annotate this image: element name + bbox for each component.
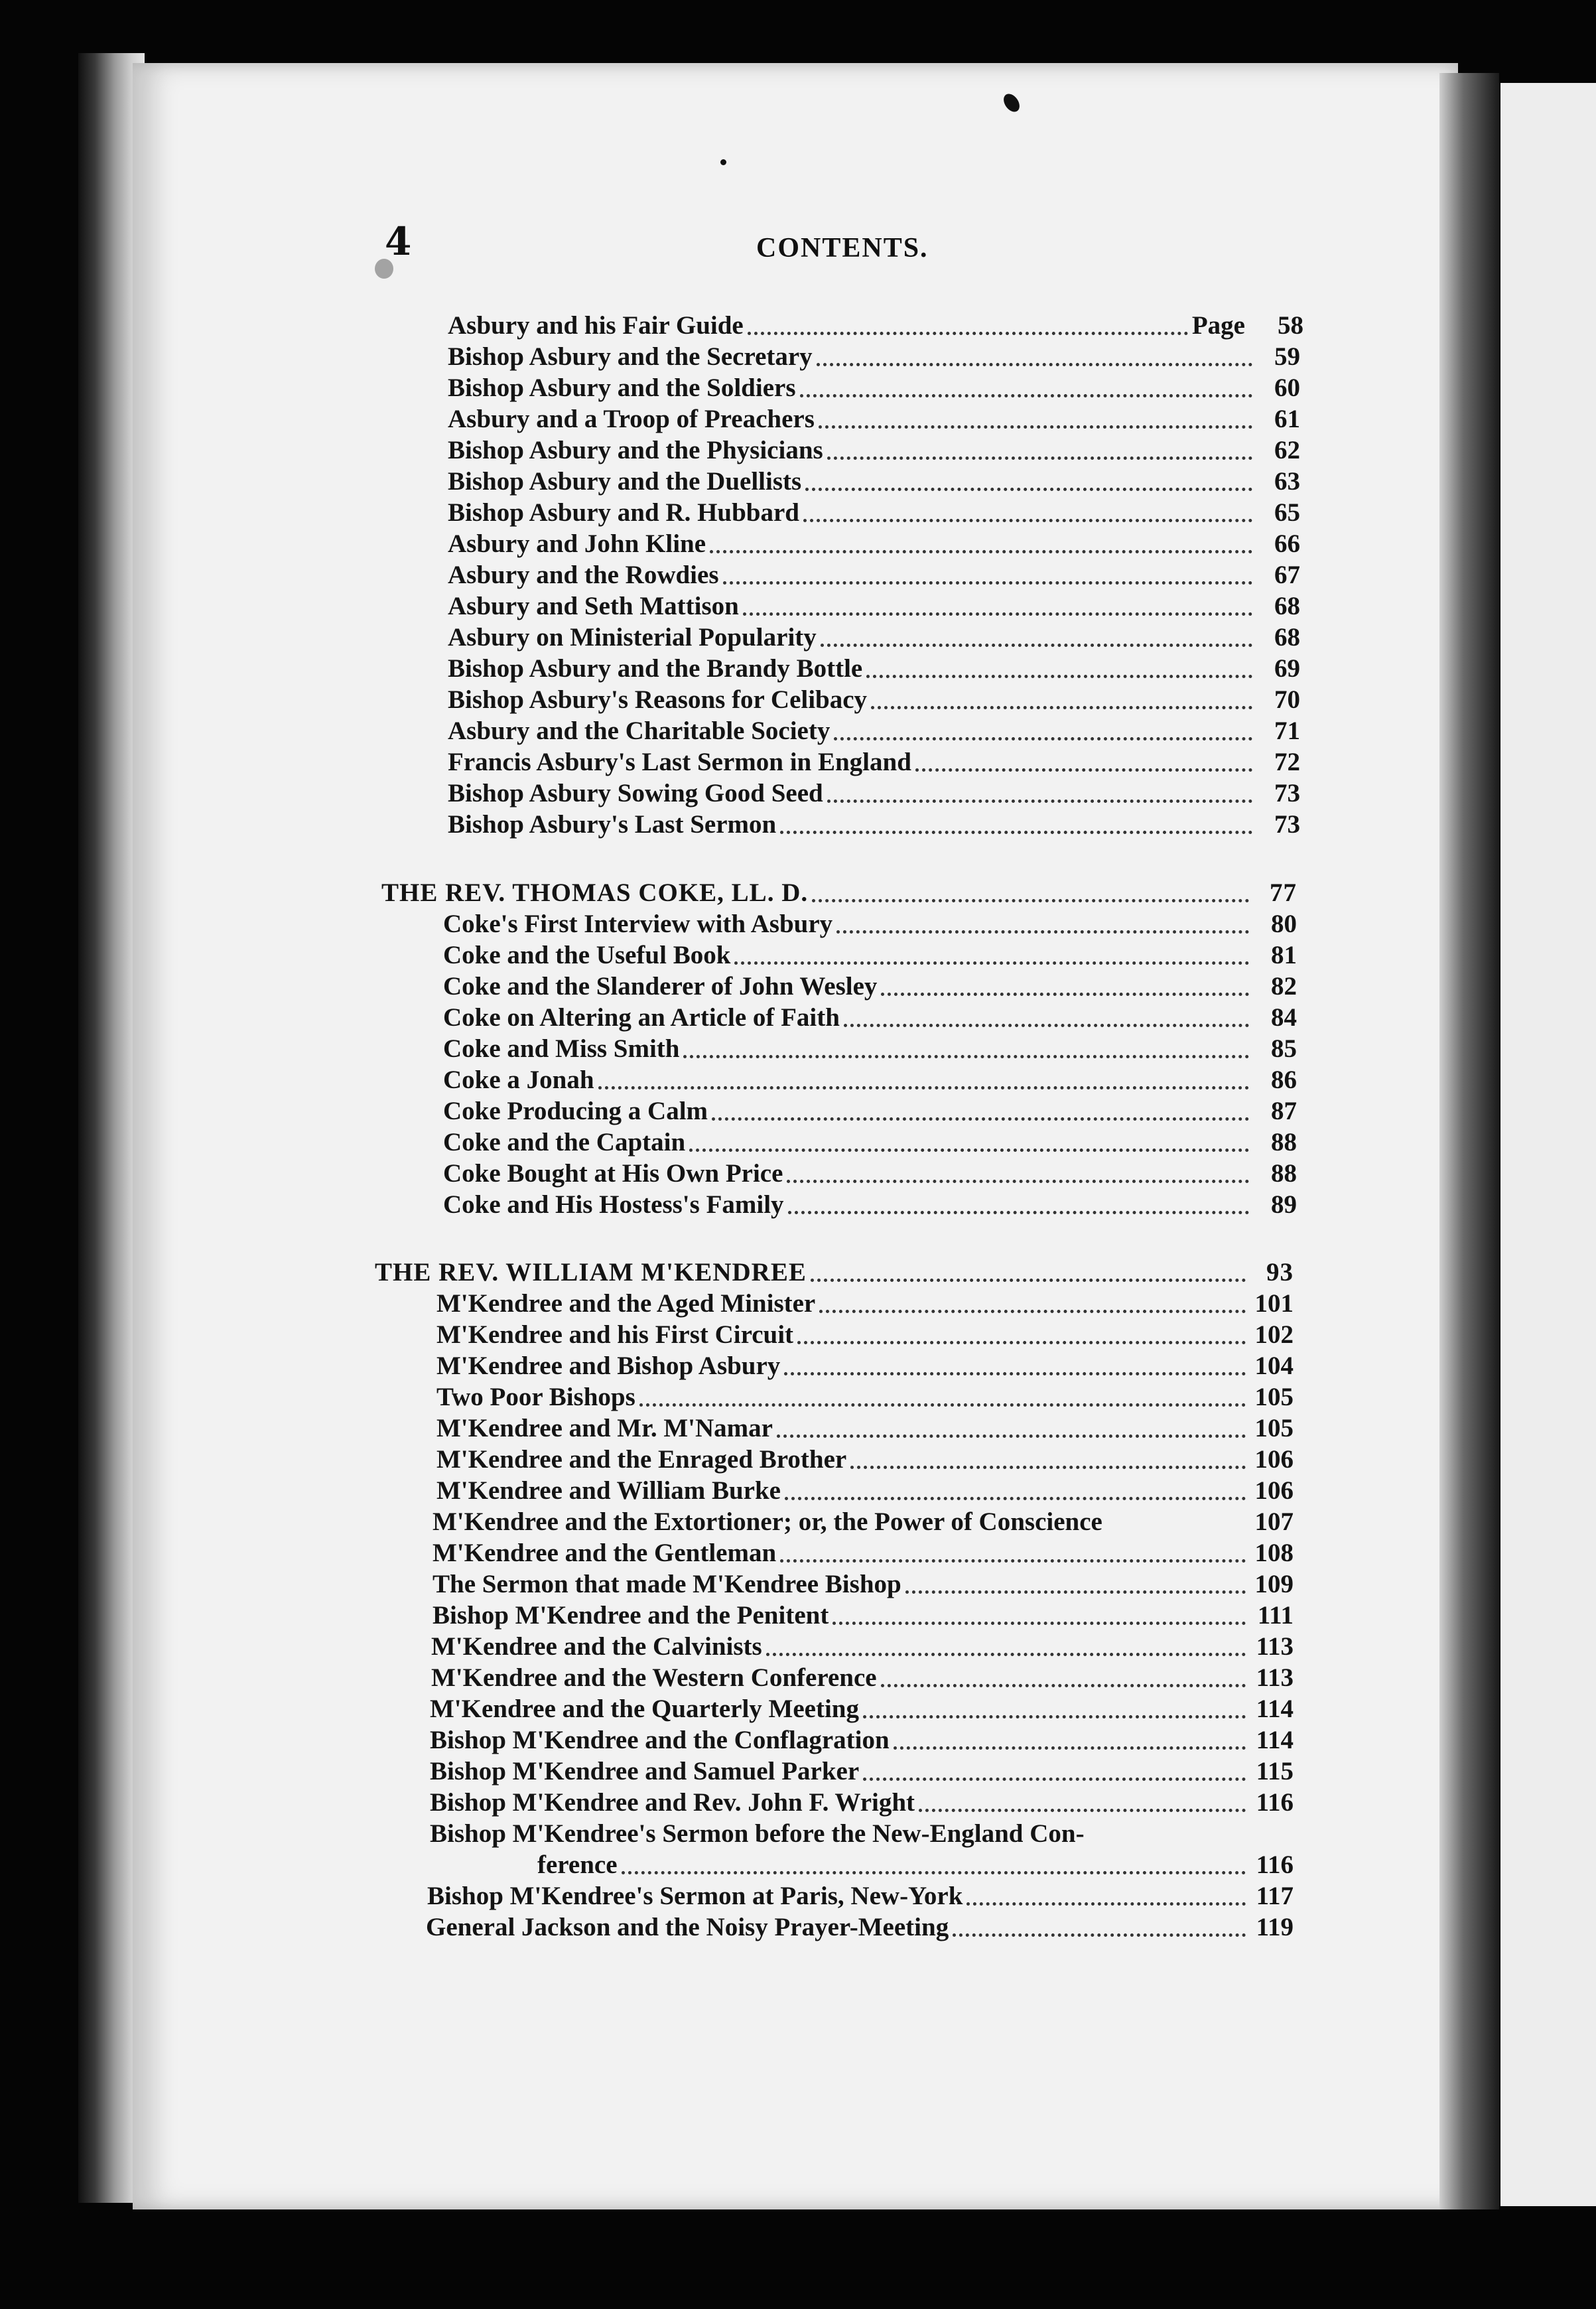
toc-entry-title: General Jackson and the Noisy Prayer-Meeting	[426, 1913, 949, 1941]
toc-entry	[443, 1127, 1297, 1158]
dot-leader	[866, 675, 1252, 678]
dot-leader	[832, 1622, 1246, 1625]
dot-leader	[844, 1024, 1249, 1027]
toc-entry-title: Coke and His Hostess's Family	[443, 1190, 784, 1219]
dot-leader	[785, 1497, 1246, 1500]
toc-entry-title: M'Kendree and the Calvinists	[431, 1632, 762, 1661]
toc-page-number: 82	[1271, 972, 1297, 1001]
toc-page-number: 116	[1256, 1788, 1294, 1817]
toc-entry	[448, 716, 1300, 746]
toc-page-number: 115	[1256, 1757, 1294, 1785]
toc-page-number: 62	[1274, 436, 1300, 464]
running-head: CONTENTS.	[756, 233, 929, 263]
toc-entry	[431, 1632, 1294, 1662]
toc-page-number: 69	[1274, 654, 1300, 683]
toc-entry-title: Coke a Jonah	[443, 1066, 594, 1094]
toc-entry-title: Asbury on Ministerial Popularity	[448, 623, 817, 652]
dot-leader	[827, 800, 1252, 803]
toc-entry	[448, 747, 1300, 778]
dot-leader	[734, 961, 1249, 965]
dot-leader	[622, 1871, 1246, 1874]
dot-leader	[881, 993, 1249, 996]
toc-entry	[448, 560, 1300, 591]
toc-page-number: 61	[1274, 405, 1300, 433]
toc-page-number: 72	[1274, 748, 1300, 776]
toc-entry-title: M'Kendree and the Quarterly Meeting	[430, 1695, 859, 1723]
toc-page-number: 63	[1274, 467, 1300, 496]
toc-entry	[430, 1725, 1294, 1756]
dot-leader	[805, 488, 1252, 491]
dot-leader	[784, 1372, 1246, 1375]
toc-entry-title: Bishop Asbury and the Secretary	[448, 342, 813, 371]
toc-page-number: 88	[1271, 1159, 1297, 1188]
toc-page-number: 107	[1254, 1507, 1294, 1536]
toc-entry-title: M'Kendree and the Enraged Brother	[436, 1445, 847, 1474]
toc-entry-title: Bishop Asbury and the Soldiers	[448, 374, 796, 402]
dot-leader	[953, 1933, 1246, 1937]
toc-entry	[436, 1476, 1294, 1506]
toc-entry	[430, 1787, 1294, 1818]
toc-page-number: 104	[1254, 1352, 1294, 1380]
toc-page-number: 119	[1256, 1913, 1294, 1941]
toc-entry	[430, 1756, 1294, 1787]
dot-leader	[800, 394, 1252, 397]
toc-entry	[443, 971, 1297, 1002]
dot-leader	[850, 1466, 1246, 1469]
toc-entry-title: Coke's First Interview with Asbury	[443, 910, 833, 938]
toc-page-number: 113	[1256, 1632, 1294, 1661]
toc-entry-title: Bishop M'Kendree and Samuel Parker	[430, 1757, 860, 1785]
toc-entry	[448, 622, 1300, 653]
toc-entry	[448, 373, 1300, 403]
toc-page-number: 106	[1254, 1445, 1294, 1474]
toc-entry	[448, 342, 1300, 372]
toc-page-number: 67	[1274, 561, 1300, 589]
toc-page-number: 77	[1270, 878, 1297, 907]
toc-entry	[448, 685, 1300, 715]
toc-entry	[443, 1096, 1297, 1127]
dot-leader	[819, 425, 1252, 429]
dot-leader	[787, 1180, 1249, 1183]
toc-entry-title: ference	[537, 1851, 618, 1879]
toc-page-number: 73	[1274, 810, 1300, 839]
toc-entry-title: M'Kendree and the Gentleman	[432, 1539, 777, 1567]
toc-entry	[436, 1413, 1294, 1444]
toc-page-number: 68	[1274, 592, 1300, 620]
toc-entry-title: M'Kendree and Bishop Asbury	[436, 1352, 781, 1380]
toc-entry	[448, 466, 1300, 497]
toc-entry-title: Bishop Asbury and R. Hubbard	[448, 498, 799, 527]
dot-leader	[811, 1279, 1246, 1282]
toc-entry-title: Asbury and John Kline	[448, 529, 706, 558]
toc-entry-title: Asbury and a Troop of Preachers	[448, 405, 815, 433]
toc-entry-title: Coke and the Useful Book	[443, 941, 731, 969]
toc-entry	[436, 1289, 1294, 1319]
toc-page-number: 117	[1256, 1882, 1294, 1910]
toc-entry-title: Bishop Asbury's Reasons for Celibacy	[448, 685, 868, 714]
toc-entry-title: THE REV. THOMAS COKE, LL. D.	[381, 878, 809, 907]
toc-entry-title: Asbury and the Charitable Society	[448, 717, 831, 745]
dot-leader	[683, 1055, 1249, 1058]
toc-entry	[432, 1569, 1294, 1600]
toc-entry	[448, 435, 1300, 466]
toc-entry	[436, 1351, 1294, 1381]
toc-entry-title: M'Kendree and William Burke	[436, 1476, 781, 1505]
dot-leader	[803, 519, 1252, 522]
toc-entry-title: Coke Producing a Calm	[443, 1097, 708, 1125]
toc-entry	[448, 778, 1300, 809]
toc-page-number: 68	[1274, 623, 1300, 652]
toc-page-number: 58	[1278, 311, 1303, 340]
toc-entry	[448, 591, 1300, 622]
page-number: 4	[385, 219, 412, 264]
toc-entry-title: Asbury and the Rowdies	[448, 561, 719, 589]
dot-leader	[748, 332, 1188, 335]
toc-entry	[427, 1881, 1294, 1912]
toc-entry-title: Francis Asbury's Last Sermon in England	[448, 748, 911, 776]
toc-entry-title: Bishop Asbury's Last Sermon	[448, 810, 777, 839]
toc-entry-title: Coke on Altering an Article of Faith	[443, 1003, 840, 1032]
toc-entry-title: Coke and Miss Smith	[443, 1034, 680, 1063]
toc-page-number: 108	[1254, 1539, 1294, 1567]
toc-page-number: 66	[1274, 529, 1300, 558]
toc-entry	[431, 1663, 1294, 1693]
dot-leader	[639, 1403, 1246, 1407]
toc-entry-title: M'Kendree and Mr. M'Namar	[436, 1414, 773, 1442]
toc-entry-title: M'Kendree and his First Circuit	[436, 1320, 794, 1349]
dot-leader	[966, 1902, 1246, 1906]
dot-leader	[894, 1746, 1246, 1750]
toc-entry-title: The Sermon that made M'Kendree Bishop	[432, 1570, 901, 1598]
dot-leader	[827, 456, 1252, 460]
dot-leader	[863, 1715, 1246, 1718]
toc-page-number: 70	[1274, 685, 1300, 714]
toc-page-number: 111	[1257, 1601, 1294, 1630]
toc-entry-title: Coke Bought at His Own Price	[443, 1159, 783, 1188]
toc-entry	[448, 498, 1300, 528]
toc-entry	[448, 404, 1300, 435]
toc-entry	[436, 1382, 1294, 1413]
toc-entry	[443, 940, 1297, 971]
dot-leader	[780, 831, 1252, 834]
toc-entry	[443, 1003, 1297, 1033]
toc-page-number: 114	[1256, 1695, 1294, 1723]
toc-entry	[537, 1850, 1294, 1880]
toc-entry	[436, 1320, 1294, 1350]
toc-entry	[443, 909, 1297, 940]
toc-entry	[448, 529, 1300, 559]
toc-entry-title: Bishop Asbury and the Brandy Bottle	[448, 654, 863, 683]
toc-entry-title: Bishop Asbury and the Duellists	[448, 467, 802, 496]
dot-leader	[817, 363, 1252, 366]
toc-entry-title: Coke and the Captain	[443, 1128, 686, 1156]
dot-leader	[766, 1653, 1246, 1656]
toc-entry-title: Bishop Asbury and the Physicians	[448, 436, 823, 464]
dot-leader	[710, 550, 1252, 553]
toc-page-number: 89	[1271, 1190, 1297, 1219]
toc-entry-title: Bishop M'Kendree's Sermon at Paris, New-York	[427, 1882, 963, 1910]
dot-leader	[836, 930, 1249, 934]
toc-entry-title: M'Kendree and the Extortioner; or, the Power of Conscience	[432, 1507, 1102, 1536]
toc-page-number: 60	[1274, 374, 1300, 402]
toc-page-number: 114	[1256, 1726, 1294, 1754]
toc-entry-title: Bishop M'Kendree's Sermon before the New-England Con-	[430, 1819, 1085, 1848]
toc-page-number: 106	[1254, 1476, 1294, 1505]
dot-leader	[788, 1211, 1249, 1214]
toc-page-number: 84	[1271, 1003, 1297, 1032]
dot-leader	[871, 706, 1252, 709]
toc-section-heading	[375, 1257, 1294, 1288]
dot-leader	[863, 1778, 1246, 1781]
toc-entry-title: Bishop Asbury Sowing Good Seed	[448, 779, 823, 807]
toc-entry	[443, 1065, 1297, 1095]
toc-page-number: 65	[1274, 498, 1300, 527]
toc-entry-title: Asbury and his Fair Guide	[448, 311, 744, 340]
dot-leader	[812, 899, 1249, 902]
toc-page-number: 88	[1271, 1128, 1297, 1156]
dot-leader	[881, 1684, 1246, 1687]
toc-entry-title: Bishop M'Kendree and the Penitent	[432, 1601, 829, 1630]
dot-leader	[915, 768, 1252, 772]
toc-entry-title: Bishop M'Kendree and Rev. John F. Wright	[430, 1788, 915, 1817]
toc-page-number: 102	[1254, 1320, 1294, 1349]
toc-entry	[448, 654, 1300, 684]
toc-page-number: 59	[1274, 342, 1300, 371]
toc-entry	[436, 1444, 1294, 1475]
toc-page-number: 73	[1274, 779, 1300, 807]
toc-page-number: 109	[1254, 1570, 1294, 1598]
dot-leader	[834, 737, 1252, 740]
toc-page-number: 105	[1254, 1414, 1294, 1442]
toc-page-number: 105	[1254, 1383, 1294, 1411]
toc-entry	[432, 1507, 1294, 1537]
toc-page-number: 101	[1254, 1289, 1294, 1318]
toc-entry	[432, 1538, 1294, 1569]
toc-page-number: 87	[1271, 1097, 1297, 1125]
dot-leader	[919, 1809, 1246, 1812]
toc-page-number: 93	[1266, 1258, 1294, 1287]
dot-leader	[797, 1341, 1246, 1344]
toc-entry	[448, 311, 1303, 341]
dot-leader	[598, 1086, 1249, 1089]
toc-entry-title: Coke and the Slanderer of John Wesley	[443, 972, 878, 1001]
toc-entry	[432, 1600, 1294, 1631]
toc-page-number: 113	[1256, 1663, 1294, 1692]
toc-entry	[430, 1819, 1294, 1849]
dot-leader	[777, 1434, 1246, 1438]
toc-entry-title: Asbury and Seth Mattison	[448, 592, 739, 620]
toc-page-number: 85	[1271, 1034, 1297, 1063]
dot-leader	[723, 581, 1253, 585]
toc-section-heading	[381, 878, 1297, 908]
toc-entry-title: Two Poor Bishops	[436, 1383, 635, 1411]
dot-leader	[819, 1310, 1246, 1313]
toc-entry-title: M'Kendree and the Aged Minister	[436, 1289, 816, 1318]
toc-entry	[448, 809, 1300, 840]
toc-page-number: 81	[1271, 941, 1297, 969]
dot-leader	[905, 1590, 1246, 1594]
toc-entry	[426, 1912, 1294, 1943]
dot-leader	[689, 1149, 1249, 1152]
toc-page-number: 71	[1274, 717, 1300, 745]
dot-leader	[780, 1559, 1246, 1563]
toc-entry	[443, 1190, 1297, 1220]
toc-entry	[430, 1694, 1294, 1724]
dot-leader	[821, 644, 1252, 647]
toc-entry	[443, 1158, 1297, 1189]
dot-leader	[743, 612, 1252, 616]
toc-entry-title: M'Kendree and the Western Conference	[431, 1663, 877, 1692]
toc-page-number: 116	[1256, 1851, 1294, 1879]
toc-page-number: 80	[1271, 910, 1297, 938]
toc-page-number: 86	[1271, 1066, 1297, 1094]
dot-leader	[712, 1117, 1249, 1121]
page-label: Page	[1191, 311, 1245, 340]
toc-entry	[443, 1034, 1297, 1064]
toc-entry-title: Bishop M'Kendree and the Conflagration	[430, 1726, 890, 1754]
toc-entry-title: THE REV. WILLIAM M'KENDREE	[375, 1258, 807, 1287]
